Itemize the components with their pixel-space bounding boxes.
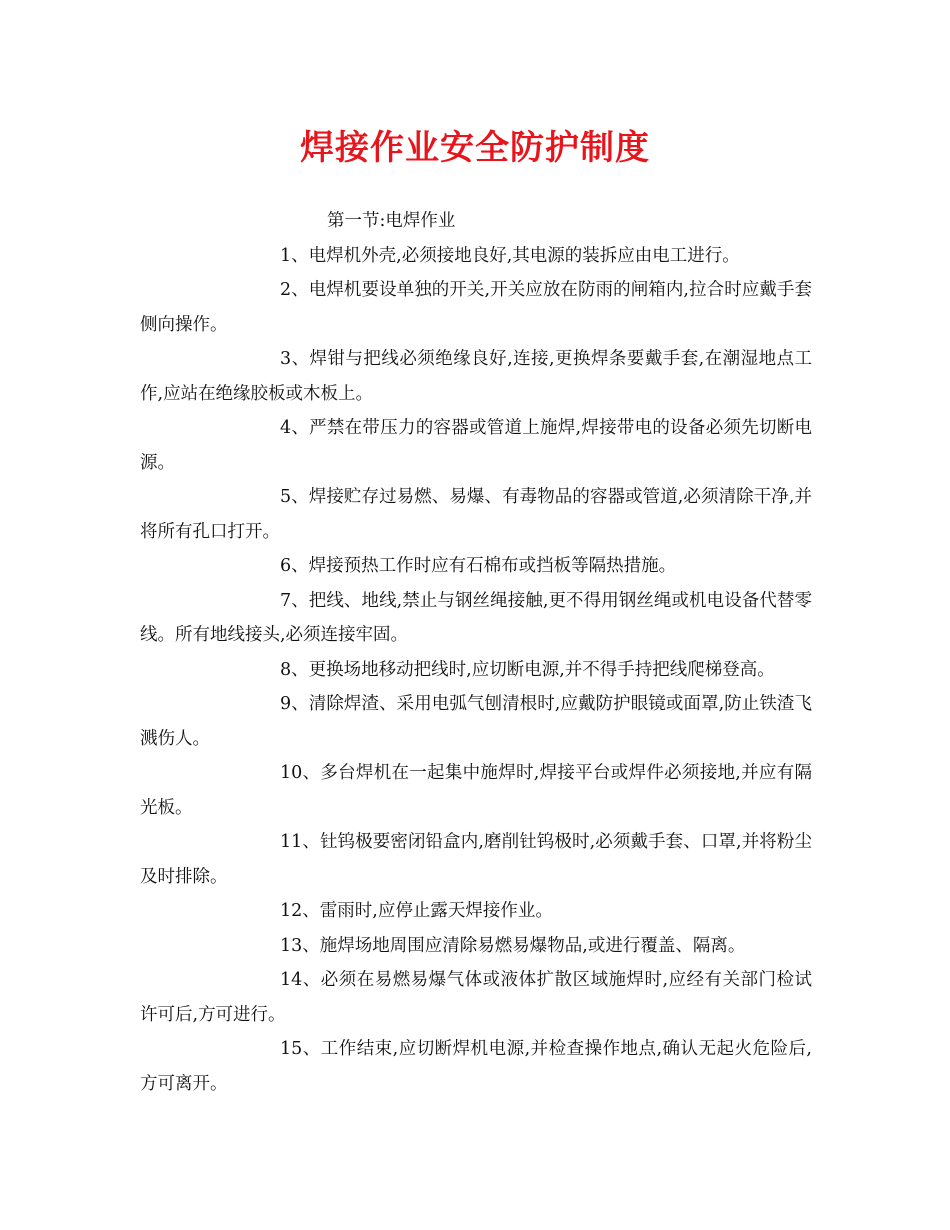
document-body [140, 204, 812, 1101]
rule-item-9: 9、清除焊渣、采用电弧气刨清根时,应戴防护眼镜或面罩,防止铁渣飞溅伤人。 [140, 694, 812, 749]
rule-item-5: 5、焊接贮存过易燃、易爆、有毒物品的容器或管道,必须清除干净,并将所有孔口打开。 [140, 487, 812, 542]
rule-item-1: 1、电焊机外壳,必须接地良好,其电源的装拆应由电工进行。 [280, 245, 740, 266]
rule-item-8: 8、更换场地移动把线时,应切断电源,并不得手持把线爬梯登高。 [280, 659, 775, 680]
document-title: 焊接作业安全防护制度 [300, 128, 650, 168]
rule-item-11: 11、钍钨极要密闭铅盒内,磨削钍钨极时,必须戴手套、口罩,并将粉尘及时排除。 [140, 832, 812, 887]
rule-item-15: 15、工作结束,应切断焊机电源,并检查操作地点,确认无起火危险后,方可离开。 [140, 1039, 812, 1094]
rule-item-2: 2、电焊机要设单独的开关,开关应放在防雨的闸箱内,拉合时应戴手套侧向操作。 [140, 280, 812, 335]
rule-item-10: 10、多台焊机在一起集中施焊时,焊接平台或焊件必须接地,并应有隔光板。 [140, 763, 812, 818]
rule-item-4: 4、严禁在带压力的容器或管道上施焊,焊接带电的设备必须先切断电源。 [140, 418, 812, 473]
rule-item-6: 6、焊接预热工作时应有石棉布或挡板等隔热措施。 [280, 556, 677, 576]
rule-item-13: 13、施焊场地周围应清除易燃易爆物品,或进行覆盖、隔离。 [280, 935, 746, 956]
rule-item-12: 12、雷雨时,应停止露天焊接作业。 [280, 901, 553, 921]
rule-item-14: 14、必须在易燃易爆气体或液体扩散区域施焊时,应经有关部门检试许可后,方可进行。 [140, 970, 812, 1025]
section-heading: 第一节:电焊作业 [327, 211, 456, 231]
rule-item-7: 7、把线、地线,禁止与钢丝绳接触,更不得用钢丝绳或机电设备代替零线。所有地线接头,必须连接牢固。 [140, 590, 812, 645]
rule-item-3: 3、焊钳与把线必须绝缘良好,连接,更换焊条要戴手套,在潮湿地点工作,应站在绝缘胶板或木板上。 [140, 349, 812, 404]
